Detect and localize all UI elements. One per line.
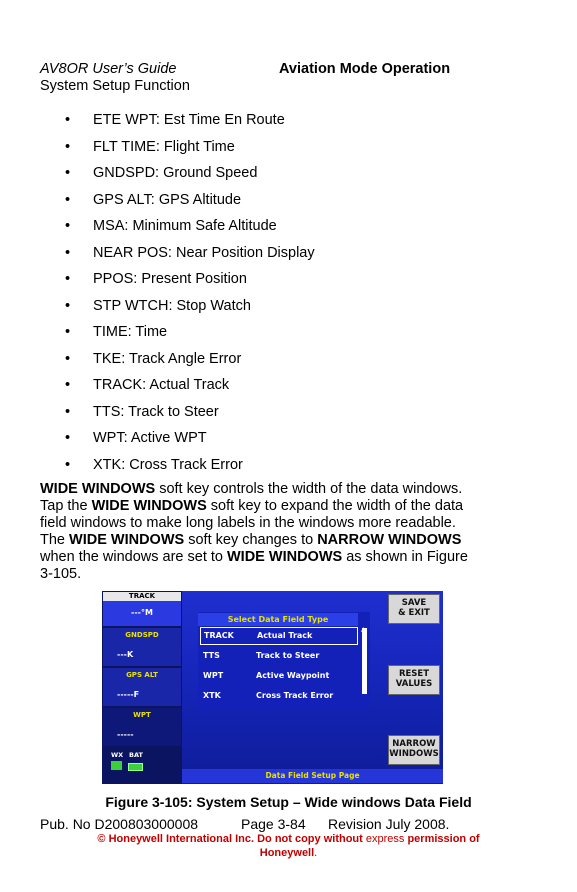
list-item	[0, 297, 577, 324]
guide-title: AV8OR User’s Guide	[40, 61, 177, 77]
row-code: TRACK	[204, 631, 234, 640]
paragraph-text: when the windows are set to	[40, 549, 227, 565]
wpt-label: WPT	[133, 711, 151, 719]
list-item-text: TTS: Track to Steer	[93, 403, 219, 420]
list-item-text: FLT TIME: Flight Time	[93, 138, 235, 155]
gndspd-label: GNDSPD	[125, 631, 159, 639]
list-item	[0, 376, 577, 403]
track-field[interactable]	[103, 592, 181, 626]
narrow-label-1: NARROW	[392, 739, 436, 749]
list-item	[0, 164, 577, 191]
paragraph-text: soft key controls the width of the data windows. Tap the	[40, 481, 463, 514]
row-desc: Cross Track Error	[256, 691, 334, 700]
chapter-title: Aviation Mode Operation	[279, 61, 451, 77]
bat-label: BAT	[129, 751, 143, 759]
list-item-text: NEAR POS: Near Position Display	[93, 244, 315, 261]
save-label-1: SAVE	[401, 598, 427, 608]
list-item-text: TIME: Time	[93, 324, 168, 340]
data-field-sidebar	[102, 591, 182, 784]
battery-icon	[128, 763, 143, 771]
list-item	[0, 456, 577, 483]
list-item-text: XTK: Cross Track Error	[93, 456, 243, 473]
list-item-text: WPT: Active WPT	[93, 430, 207, 446]
reset-values-button[interactable]	[388, 665, 440, 695]
paragraph-text: soft key changes to	[184, 532, 318, 548]
track-label: TRACK	[103, 592, 181, 601]
copyright-text: © Honeywell International Inc. Do not copy without	[97, 833, 363, 845]
screen-footer: Data Field Setup Page	[182, 769, 443, 783]
dialog-row[interactable]	[200, 647, 358, 665]
section-title: System Setup Function	[40, 78, 190, 94]
bullet-icon: •	[65, 244, 71, 261]
row-desc: Actual Track	[257, 631, 313, 640]
row-code: TTS	[203, 651, 220, 660]
bullet-icon: •	[65, 271, 71, 287]
list-item	[0, 244, 577, 271]
list-item	[0, 270, 577, 297]
row-code: WPT	[203, 671, 224, 680]
wx-label: WX	[111, 751, 124, 759]
device-screenshot	[102, 591, 443, 784]
copyright-text: Honeywell	[259, 847, 315, 859]
list-item-text: STP WTCH: Stop Watch	[93, 297, 251, 314]
dialog-row[interactable]	[200, 667, 358, 685]
list-item	[0, 350, 577, 377]
wpt-field[interactable]	[103, 708, 181, 746]
reset-label-1: RESET	[398, 669, 430, 679]
dialog-scrollbar[interactable]	[362, 628, 367, 694]
bullet-icon: •	[65, 430, 71, 446]
copyright-text: express	[362, 833, 408, 845]
copyright-notice	[0, 832, 577, 860]
paragraph-text: soft key to expand the width of the data field windows to make long labels in the windows more readable. The	[40, 498, 464, 548]
wpt-value: -----	[117, 730, 134, 739]
field-type-list	[0, 111, 577, 482]
dialog-row[interactable]	[200, 687, 358, 705]
row-desc: Track to Steer	[256, 651, 320, 660]
list-item	[0, 403, 577, 430]
paragraph-text: as shown in Figure 3-105.	[40, 549, 468, 582]
wide-windows-term: WIDE WINDOWS	[227, 549, 343, 565]
bullet-icon: •	[65, 191, 71, 208]
bullet-icon: •	[65, 403, 71, 420]
copyright-text: .	[314, 847, 318, 859]
copyright-text: permission of	[407, 833, 480, 845]
list-item	[0, 429, 577, 456]
wide-windows-term: WIDE WINDOWS	[40, 481, 156, 497]
gndspd-value: ---K	[117, 650, 134, 659]
list-item-text: GPS ALT: GPS Altitude	[93, 191, 242, 208]
list-item	[0, 191, 577, 218]
narrow-windows-button[interactable]	[388, 735, 440, 765]
figure-caption: Figure 3-105: System Setup – Wide windows Data Field	[105, 794, 472, 810]
bullet-icon: •	[65, 350, 71, 367]
bullet-icon: •	[65, 165, 71, 181]
narrow-label-2: WINDOWS	[389, 749, 439, 759]
row-code: XTK	[203, 691, 221, 700]
list-item	[0, 217, 577, 244]
list-item-text: GNDSPD: Ground Speed	[93, 165, 258, 181]
page-header-left	[40, 61, 190, 95]
list-item	[0, 111, 577, 138]
bullet-icon: •	[65, 324, 71, 340]
save-exit-button[interactable]	[388, 594, 440, 624]
bullet-icon: •	[65, 297, 71, 314]
narrow-windows-term: NARROW WINDOWS	[317, 532, 462, 548]
list-item-text: TKE: Track Angle Error	[93, 350, 242, 367]
page-number: Page 3-84	[241, 816, 306, 832]
weather-signal-icon	[111, 761, 122, 770]
list-item-text: ETE WPT: Est Time En Route	[93, 112, 285, 128]
wide-windows-term: WIDE WINDOWS	[69, 532, 185, 548]
select-field-type-dialog	[198, 612, 370, 710]
bullet-icon: •	[65, 218, 71, 234]
gpsalt-value: -----F	[117, 690, 140, 699]
gndspd-field[interactable]	[103, 628, 181, 666]
gpsalt-field[interactable]	[103, 668, 181, 706]
save-label-2: & EXIT	[398, 608, 430, 618]
bullet-icon: •	[65, 377, 71, 393]
bullet-icon: •	[65, 456, 71, 473]
row-desc: Active Waypoint	[256, 671, 330, 680]
dialog-row[interactable]	[200, 627, 358, 645]
list-item-text: TRACK: Actual Track	[93, 377, 230, 393]
dialog-title: Select Data Field Type	[198, 613, 358, 626]
publication-number: Pub. No D200803000008	[40, 816, 199, 832]
bullet-icon: •	[65, 138, 71, 155]
status-cell	[103, 748, 181, 782]
reset-label-2: VALUES	[395, 679, 433, 689]
list-item-text: MSA: Minimum Safe Altitude	[93, 218, 277, 234]
body-paragraph	[40, 481, 480, 583]
track-value: ---°M	[131, 608, 153, 617]
list-item	[0, 138, 577, 165]
gpsalt-label: GPS ALT	[126, 671, 158, 679]
bullet-icon: •	[65, 112, 71, 128]
wide-windows-term: WIDE WINDOWS	[91, 498, 207, 514]
list-item-text: PPOS: Present Position	[93, 271, 247, 287]
list-item	[0, 323, 577, 350]
revision: Revision July 2008.	[328, 816, 450, 832]
